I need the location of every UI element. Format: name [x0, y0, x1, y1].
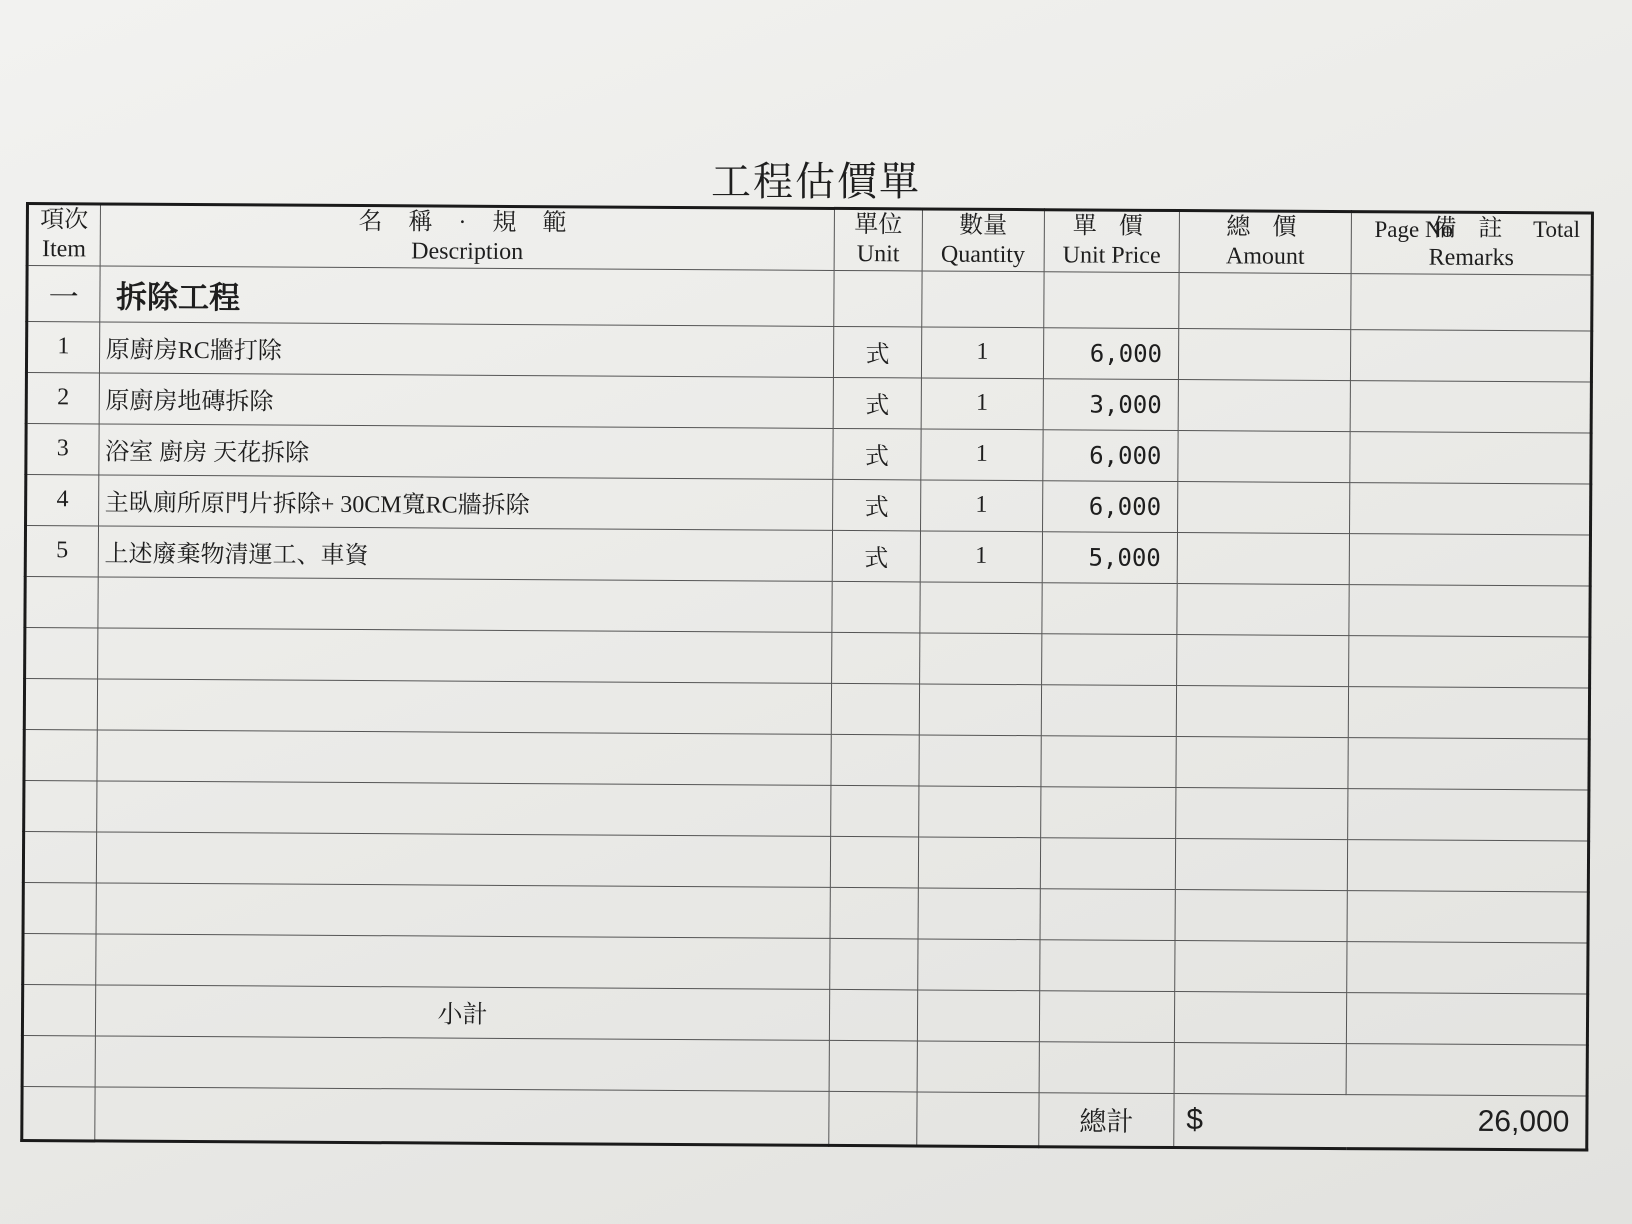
item-unit-price: 6,000: [1043, 480, 1178, 532]
item-amount: [1177, 481, 1350, 533]
item-unit: 式: [833, 428, 920, 480]
header-remarks: 備 註 Remarks: [1351, 212, 1592, 276]
section-name: 拆除工程: [99, 266, 834, 326]
item-remarks: [1350, 482, 1591, 534]
header-row: [27, 204, 1592, 276]
estimate-form: [20, 202, 1594, 1152]
item-quantity: 1: [920, 531, 1043, 583]
item-quantity: 1: [920, 480, 1043, 532]
item-unit: 式: [833, 479, 920, 531]
currency-symbol: $: [1186, 1102, 1204, 1137]
section-row: [27, 266, 1592, 331]
item-description: 上述廢棄物清運工、車資: [98, 526, 833, 581]
grand-total-label: 總計: [1039, 1092, 1174, 1147]
item-number: 4: [26, 474, 99, 525]
page-no-label: Page No: [1374, 212, 1453, 243]
item-remarks: [1350, 431, 1591, 483]
item-remarks: [1349, 533, 1590, 585]
item-amount: [1178, 379, 1351, 431]
item-number: 5: [25, 525, 98, 576]
item-unit-price: 6,000: [1043, 327, 1178, 379]
item-unit-price: 3,000: [1043, 378, 1178, 430]
item-unit-price: 6,000: [1043, 429, 1178, 481]
grand-total-value: 26,000: [1477, 1104, 1570, 1139]
header-item: 項次 Item: [27, 204, 100, 267]
header-unit: 單位 Unit: [834, 208, 922, 271]
total-pages-label: Total: [1533, 212, 1580, 243]
item-description: 原廚房RC牆打除: [99, 322, 834, 377]
total-row: [22, 1086, 1587, 1150]
item-amount: [1178, 430, 1351, 482]
header-amount: 總 價 Amount: [1179, 211, 1352, 275]
header-quantity: 數量 Quantity: [922, 209, 1045, 272]
item-remarks: [1350, 380, 1591, 432]
item-description: 原廚房地磚拆除: [99, 373, 834, 428]
grand-total-amount: [1174, 1093, 1587, 1150]
item-description: 浴室 廚房 天花拆除: [98, 424, 833, 479]
header-description: 名 稱 · 規 範 Description: [100, 204, 835, 271]
item-quantity: 1: [921, 327, 1044, 379]
item-unit: 式: [833, 530, 920, 582]
item-quantity: 1: [921, 378, 1044, 430]
item-amount: [1178, 328, 1351, 380]
item-number: 2: [26, 372, 99, 423]
item-description: 主臥廁所原門片拆除+ 30CM寬RC牆拆除: [98, 475, 833, 530]
subtotal-label: 小計: [95, 985, 830, 1040]
item-quantity: 1: [920, 429, 1043, 481]
item-number: 3: [26, 423, 99, 474]
item-number: 1: [26, 321, 99, 372]
item-unit: 式: [834, 326, 921, 378]
header-unit-price: 單 價 Unit Price: [1044, 210, 1179, 273]
item-remarks: [1351, 329, 1592, 381]
item-unit-price: 5,000: [1042, 531, 1177, 583]
estimate-table: [20, 202, 1594, 1152]
document-title: 工程估價單: [711, 159, 921, 204]
item-amount: [1177, 532, 1350, 584]
section-number: 一: [27, 266, 100, 322]
item-unit: 式: [834, 377, 921, 429]
